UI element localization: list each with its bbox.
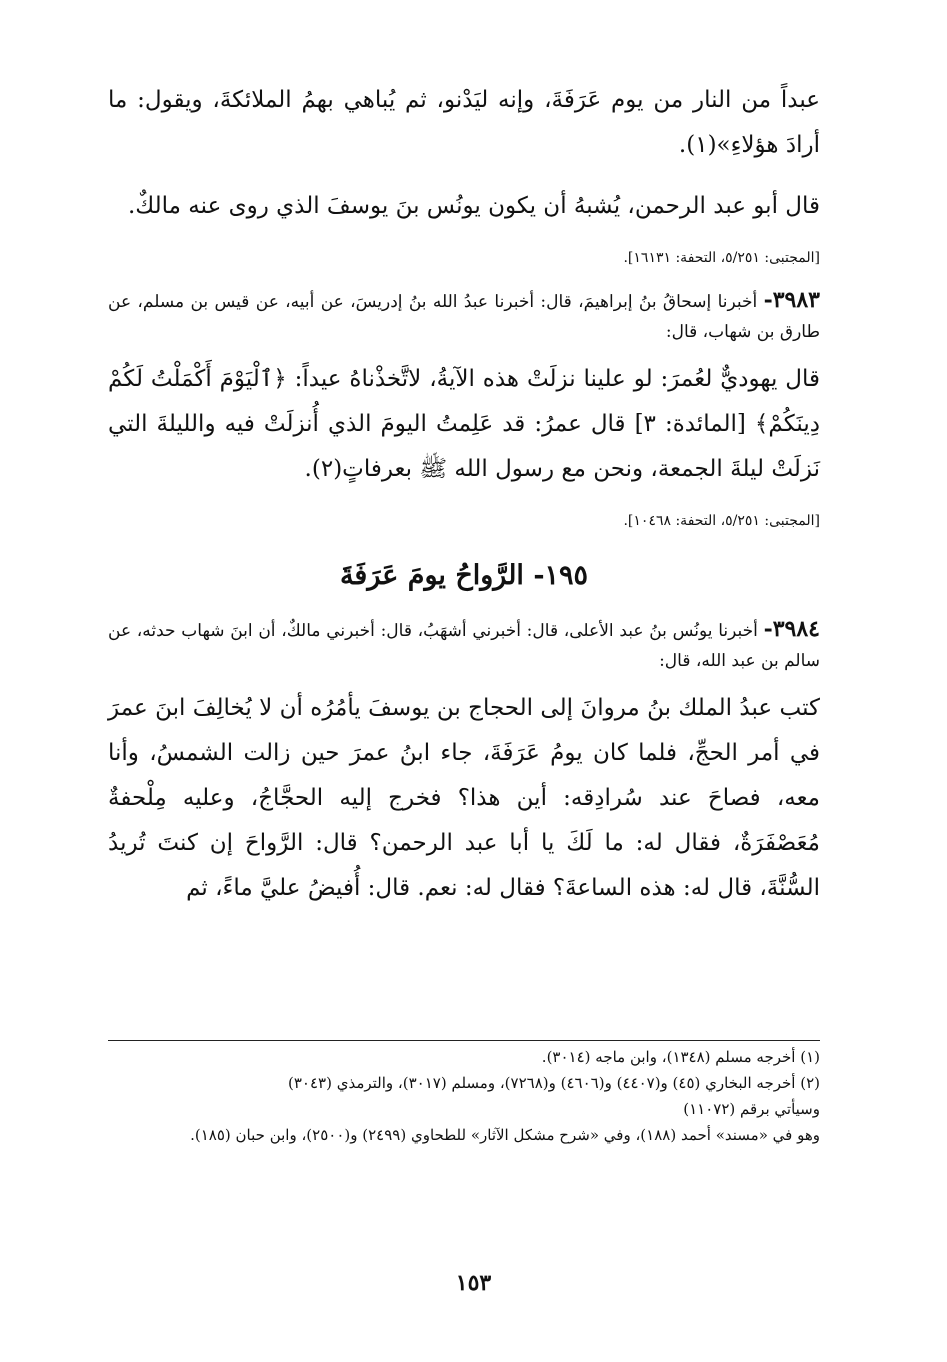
page-number: ١٥٣ bbox=[455, 1270, 492, 1296]
hadith-3983-isnad: أخبرنا إسحاقُ بنُ إبراهيمَ، قال: أخبرنا عبدُ الله بنُ إدريسَ، عن أبيه، عن قيس بن مسلم، عن طارق بن شهاب، قال: bbox=[108, 292, 820, 342]
hadith-3983-chain bbox=[108, 285, 820, 347]
paragraph-continuation: عبداً من النار من يوم عَرَفَةَ، وإنه ليَدْنو، ثم يُباهي بهمُ الملائكةَ، ويقول: ما أرادَ هؤلاءِ»(١). bbox=[108, 87, 820, 158]
hadith-3983-number: ٣٩٨٣- bbox=[763, 287, 820, 313]
reference-2: [المجتبى: ٥/٢٥١، التحفة: ١٠٤٦٨]. bbox=[623, 513, 820, 529]
hadith-3983-text: قال يهوديٌّ لعُمرَ: لو علينا نزلَتْ هذه الآيةُ، لاتَّخذْناهُ عيداً: ﴿ٱلْيَوْمَ أَكْمَلْتُ لَكُمْ دِينَكُمْ﴾ [المائدة: ٣] قال عمرُ: قد عَلِمتُ اليومَ الذي أُنزلَتْ فيه والليلةَ التي نَزلَتْ ليلةَ الجمعة، ونحن مع رسول الله ﷺ بعرفاتٍ(٢). bbox=[108, 366, 820, 482]
footnote-2-sources: وهو في «مسند» أحمد (١٨٨)، وفي «شرح مشكل الآثار» للطحاوي (٢٤٩٩) و(٢٥٠٠)، وابن حبان (١٨٥). bbox=[190, 1126, 820, 1144]
hadith-3984-text: كتب عبدُ الملك بنُ مروانَ إلى الحجاج بن يوسفَ يأمُرُه أن لا يُخالِفَ ابنَ عمرَ في أمر الحجِّ، فلما كان يومُ عَرَفَةَ، جاء ابنُ عمرَ حين زالت الشمسُ، وأنا معه، فصاحَ عند سُرادِقه: أين هذا؟ فخرج إليه الحجَّاجُ، وعليه مِلْحفةٌ مُعَصْفَرَةٌ، فقال له: ما لَكَ يا أبا عبد الرحمن؟ قال: الرَّواحَ إن كنتَ تُريدُ السُّنَّةَ، قال له: هذه الساعةَ؟ فقال له: نعم. قال: أُفيضُ عليَّ ماءً، ثم bbox=[108, 695, 820, 901]
page-body bbox=[108, 78, 820, 927]
paragraph-comment: قال أبو عبد الرحمن، يُشبهُ أن يكون يونُس بنَ يوسفَ الذي روى عنه مالكٌ. bbox=[127, 193, 820, 219]
footnote-divider bbox=[108, 1040, 820, 1041]
hadith-3984-chain bbox=[108, 614, 820, 676]
footnotes bbox=[108, 1044, 820, 1148]
footnote-1: (١) أخرجه مسلم (١٣٤٨)، وابن ماجه (٣٠١٤). bbox=[541, 1048, 820, 1066]
hadith-3984-number: ٣٩٨٤- bbox=[763, 616, 820, 642]
footnote-2-see-also: وسيأتي برقم (١١٠٧٢) bbox=[683, 1100, 820, 1118]
reference-1: [المجتبى: ٥/٢٥١، التحفة: ١٦١٣١]. bbox=[623, 250, 820, 266]
chapter-heading: ١٩٥- الرَّواحُ يومَ عَرَفَةَ bbox=[339, 560, 589, 591]
footnote-2: (٢) أخرجه البخاري (٤٥) و(٤٤٠٧) و(٤٦٠٦) و(٧٢٦٨)، ومسلم (٣٠١٧)، والترمذي (٣٠٤٣) bbox=[288, 1074, 820, 1092]
hadith-3984-isnad: أخبرنا يونُس بنُ عبد الأعلى، قال: أخبرني أشهَبُ، قال: أخبرني مالكٌ، أن ابنَ شهاب حدثه، عن سالم بن عبد الله، قال: bbox=[108, 621, 820, 671]
